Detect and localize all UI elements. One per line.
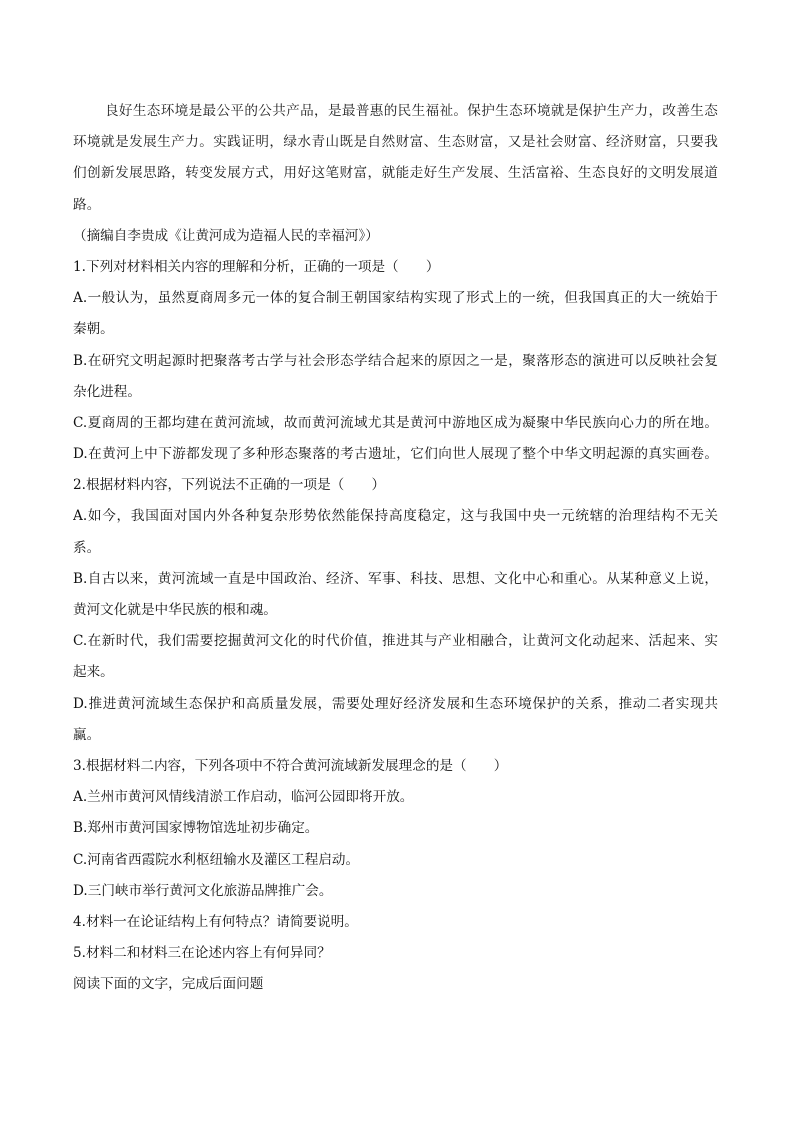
option-line [73, 533, 718, 564]
option-text: 兰州市黄河风情线清淤工作启动，临河公园即将开放。 [87, 789, 414, 806]
option-a [73, 283, 718, 345]
question-text: 材料一在论证结构上有何特点？请简要说明。 [85, 913, 358, 930]
option-line [73, 595, 718, 626]
option-label: A. [73, 789, 88, 806]
option-label: C. [73, 851, 88, 868]
option-d [73, 876, 718, 907]
option-label: D. [73, 695, 88, 712]
option-line [73, 564, 718, 595]
option-line [73, 689, 718, 720]
option-line [73, 720, 718, 751]
question-stem [73, 470, 718, 501]
passage-line: 们创新发展思路，转变发展方式，用好这笔财富，就能走好生产发展、生活富裕、生态良好的文明发展道 [73, 165, 718, 182]
option-text: 秦朝。 [73, 321, 114, 338]
option-text: 起来。 [73, 664, 114, 681]
option-line [73, 626, 718, 657]
option-text: 郑州市黄河国家博物馆选址初步确定。 [87, 820, 319, 837]
passage-line: 良好生态环境是最公平的公共产品，是最普惠的民生福祉。保护生态环境就是保护生产力，改善生态 [105, 103, 718, 119]
section-instruction: 阅读下面的文字，完成后面问题 [73, 976, 264, 993]
option-label: B. [73, 820, 88, 837]
passage-line: 环境就是发展生产力。实践证明，绿水青山既是自然财富、生态财富，又是社会财富、经济财富，只要我 [73, 134, 718, 151]
question-number: 4. [73, 913, 86, 930]
question-text: 下列对材料相关内容的理解和分析，正确的一项是（ ） [85, 258, 440, 275]
question-text: 材料二和材料三在论述内容上有何异同？ [85, 945, 331, 962]
question-number: 5. [73, 945, 86, 962]
question-number: 3. [73, 757, 86, 774]
option-text: 杂化进程。 [73, 383, 141, 400]
option-b [73, 346, 718, 408]
option-label: C. [73, 414, 88, 431]
option-text: 一般认为，虽然夏商周多元一体的复合制王朝国家结构实现了形式上的一统，但我国真正的大一统始于 [87, 290, 718, 307]
option-d [73, 689, 718, 751]
option-d [73, 439, 718, 470]
question-stem [73, 751, 718, 782]
question-2 [73, 470, 718, 751]
passage-line: 路。 [73, 196, 101, 213]
passage-paragraph [73, 96, 718, 221]
option-label: B. [73, 352, 88, 369]
question-5 [73, 938, 718, 969]
document-page [73, 96, 718, 1000]
option-text: 在研究文明起源时把聚落考古学与社会形态学结合起来的原因之一是，聚落形态的演进可以反映社会复 [87, 352, 718, 369]
option-text: 三门峡市举行黄河文化旅游品牌推广会。 [87, 882, 333, 899]
option-text: 如今，我国面对国内外各种复杂形势依然能保持高度稳定，这与我国中央一元统辖的治理结构不无关 [87, 508, 718, 525]
option-line [73, 408, 718, 439]
question-3 [73, 751, 718, 907]
question-stem [73, 252, 718, 283]
option-line [73, 314, 718, 345]
question-number: 2. [73, 477, 86, 494]
option-label: C. [73, 633, 88, 650]
option-text: 自古以来，黄河流域一直是中国政治、经济、军事、科技、思想、文化中心和重心。从某种意义上说， [87, 570, 718, 587]
option-a [73, 501, 718, 563]
option-label: B. [73, 570, 88, 587]
option-text: 推进黄河流域生态保护和高质量发展，需要处理好经济发展和生态环境保护的关系，推动二者实现共 [87, 695, 718, 712]
option-c [73, 626, 718, 688]
option-label: A. [73, 290, 88, 307]
option-text: 夏商周的王都均建在黄河流域，故而黄河流域尤其是黄河中游地区成为凝聚中华民族向心力的所在地。 [87, 414, 718, 431]
option-text: 在黄河上中下游都发现了多种形态聚落的考古遗址，它们向世人展现了整个中华文明起源的真实画卷。 [87, 446, 718, 463]
option-text: 赢。 [73, 726, 101, 743]
option-b [73, 813, 718, 844]
option-text: 在新时代，我们需要挖掘黄河文化的时代价值，推进其与产业相融合，让黄河文化动起来、活起来、实 [87, 633, 718, 650]
option-line [73, 439, 718, 470]
option-text: 河南省西霞院水利枢纽输水及灌区工程启动。 [87, 851, 360, 868]
question-text: 根据材料内容，下列说法不正确的一项是（ ） [85, 477, 386, 494]
question-1 [73, 252, 718, 470]
question-number: 1. [73, 258, 86, 275]
question-text: 根据材料二内容，下列各项中不符合黄河流域新发展理念的是（ ） [85, 757, 508, 774]
option-c [73, 845, 718, 876]
option-line [73, 501, 718, 532]
question-4 [73, 907, 718, 938]
option-label: D. [73, 446, 88, 463]
option-c [73, 408, 718, 439]
option-label: A. [73, 508, 88, 525]
option-text: 黄河文化就是中华民族的根和魂。 [73, 602, 277, 618]
option-label: D. [73, 882, 88, 899]
option-line [73, 283, 718, 314]
option-line [73, 346, 718, 377]
option-text: 系。 [73, 539, 101, 556]
source-citation: （摘编自李贵成《让黄河成为造福人民的幸福河》） [73, 227, 379, 244]
option-a [73, 782, 718, 813]
option-line [73, 657, 718, 688]
option-b [73, 564, 718, 626]
option-line [73, 377, 718, 408]
